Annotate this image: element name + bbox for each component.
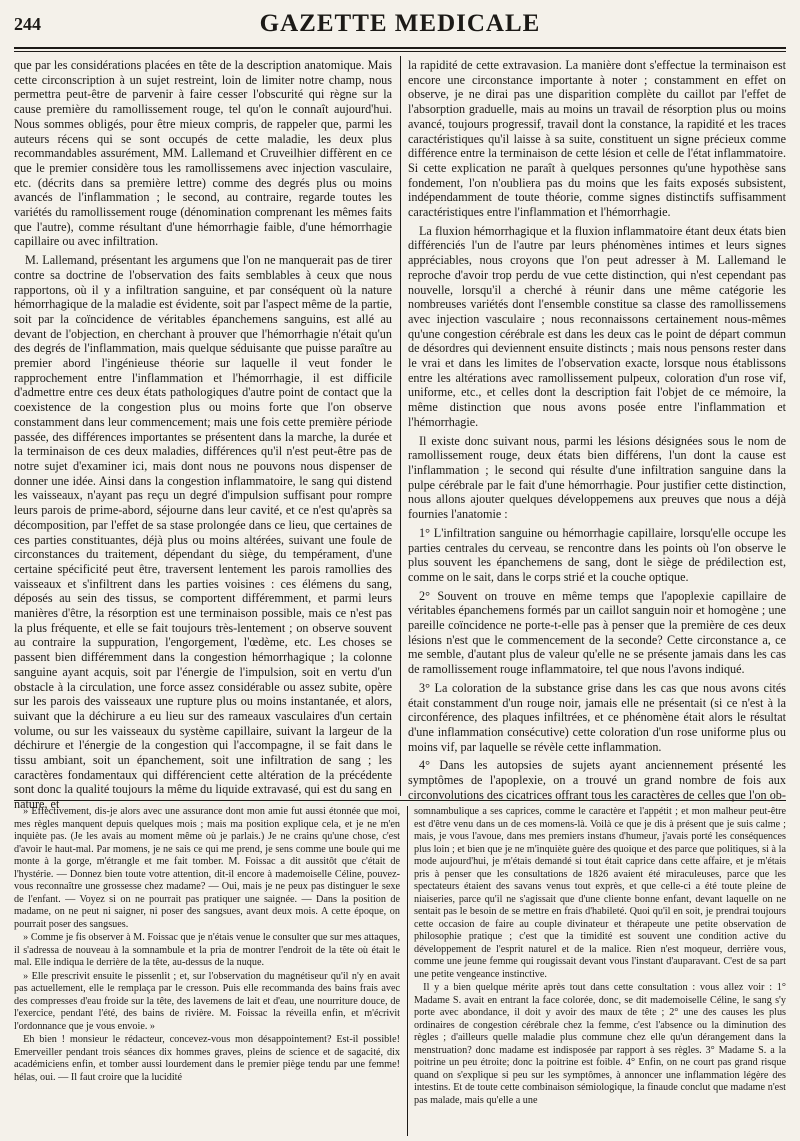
article-paragraph: 1° L'infiltration sanguine ou hémorrhagie capillaire, lorsqu'elle occupe les parties centrales du cerveau, se rencontre dans les points où l'on observe le plus souvent les épanchemens de sang, dont le siège de prédilection est, comme on le sait, dans le corps strié et la couche optique. <box>408 525 786 584</box>
article-paragraph: la rapidité de cette extravasion. La manière dont s'effectue la terminaison est encore une circonstance importante à noter ; constamment en effet on observe, je ne dirai pas une disparition complète du caillot par l'effet de l'absorption graduelle, mais au moins un travail de résorption plus ou moins avancé, toujours progressif, travail dont la constance, la rapidité et les traces caractéristiques qu'il laisse à sa suite, constituent un signe précieux comme différence entre la terminaison de cette lésion et celle de l'état inflammatoire. Si cette explication ne paraît à quelques personnes qu'une hypothèse sans fondement, l'on n'oubliera pas du moins que les faits exposés subsistent, indépendamment de toute théorie, comme signes distinctifs suffisamment caractéristiques entre l'inflammation et l'hémorrhagie. <box>408 58 786 220</box>
header-rule-thin <box>14 51 786 52</box>
feuilleton-paragraph: somnambulique a ses caprices, comme le caractère et l'appétit ; et mon malheur peut-être est d'être venu dans un de ces momens-là. Voilà ce que je dis à présent que je suis calme ; mais, je vous l'avoue, dans mes premiers instans d'humeur, j'avais porté les conséquences plus loin ; et bien que je ne m'inquiète guère des quoique et des parce que politiques, si à la mode aujourd'hui, je m'étais demandé si tout était caprice dans cette affaire, et je m'étais pris à penser que les consultations de 1826 avaient été miraculeuses, parce que les spectateurs étaient des savans venus tout exprès, et que celle-ci a été toute pleine de niaiseries, parce qu'il ne s'agissait que d'une cliente bonne enfant, devant laquelle on ne sentait pas le besoin de se mettre en frais d'habileté. Quoi qu'il en soit, je prendrai toujours cette occasion de faire au couple divinateur et thérapeute une petite observation de philosophie pratique ; c'est que la timidité est souvent une condition active du développement de l'esprit naturel et de la malice. Rien n'est moqueur, derrière vous, comme une jeune femme qui rougissait devant vous l'instant d'auparavant. C'est de sa part une petite vengeance instinctive. <box>414 806 786 980</box>
header-rule <box>14 47 786 49</box>
journal-title: GAZETTE MEDICALE <box>259 10 541 37</box>
article-left-column <box>14 58 392 812</box>
feuilleton-right-column <box>414 806 786 1139</box>
article-paragraph: 2° Souvent on trouve en même temps que l'apoplexie capillaire de véritables épanchemens formés par un caillot sanguin noir et homogène ; une pareille coïncidence ne porte-t-elle pas à penser que la première de ces deux lésions n'est que le commencement de la seconde? Cette circonstance a, ce me semble, d'autant plus de valeur qu'elle ne se présente jamais dans les cas de ramollissement rouge inflammatoire, tel que nous l'avons indiqué. <box>408 588 786 677</box>
feuilleton-paragraph: » Effectivement, dis-je alors avec une assurance dont mon amie fut aussi étonnée que moi, mes règles manquent depuis quelques mois ; mais ma position explique cela, et je ne m'en inquiète pas. (Je les avais au moment même où je parlais.) Je ne crains qu'une chose, c'est d'avoir le haut-mal. Par momens, je ne sais ce qui me prend, je sens comme une boule qui me monte à la gorge, m'étrangle et me fait tomber. M. Foissac a dit aussitôt que c'était de l'hystérie. — Donnez bien toute votre attention, dit-il encore à mademoiselle Céline, pouvez-vous reconnaître une grossesse chez madame? — Oui, mais je ne peux pas distinguer le sexe de l'enfant. — Voyez si on ne pourrait pas pratiquer une saignée. — Dans la position de madame, on ne peut ni saigner, ni poser des sangsues, avant deux mois. A cette époque, on pourrait poser des sangsues. <box>14 806 400 930</box>
article-paragraph: La fluxion hémorrhagique et la fluxion inflammatoire étant deux états bien différenciés l'un de l'autre par leurs phénomènes intimes et leurs signes appréciables, nous croyons que l'on peut adresser à M. Lallemand le reproche d'avoir trop perdu de vue cette distinction, qui n'est cependant pas nouvelle, lorsqu'il a cherché à réunir dans une même catégorie les nombreuses variétés dont l'ensemble constitue sa classe des ramollissemens avec injection vasculaire ; nous reconnaissons certainement nous-mêmes qu'une congestion cérébrale est dans les deux cas le point de départ commun de désordres qui deviennent ensuite distincts ; mais nous pensons rester dans le vrai et dans les limites de l'observation exacte, lorsque nous établissons entre les altérations avec ramollissement pulpeux, coloration d'un rose vif, uniforme, etc., et celles dont la description fait l'objet de ce mémoire, la même distinction que nous avons posée entre l'inflammation et l'hémorrhagie. <box>408 223 786 429</box>
article-paragraph: que par les considérations placées en tête de la description anatomique. Mais cette circonscription à un sujet restreint, loin de limiter notre champ, nous permettra peut-être de parvenir à faire cesser l'obscurité qui règne sur la cause première du ramollissement rouge, tel qu'on le connaît aujourd'hui. Nous sommes obligés, pour être mieux compris, de rappeler que, parmi les auteurs récens qui se sont occupés de cette maladie, les deux plus recommandables assurément, MM. Lallemand et Cruveilhier diffèrent en ce que le premier considère tous les ramollissemens avec injection vasculaire, etc. (décrits dans sa première lettre) comme des degrés plus ou moins avancés de l'inflammation ; le second, au contraire, regarde toutes les variétés du ramollissement rouge (dénomination comprenant les mêmes faits que l'autre), comme résultant d'une hémorrhagie faible, d'une hémorrhagie capillaire ou avec infiltration. <box>14 58 392 249</box>
article-paragraph: 4° Dans les autopsies de sujets ayant anciennement présenté les symptômes de l'apoplexie, on a trouvé un grand nombre de fois aux circonvolutions des cicatrices offrant tous les caractères de celles que l'on ob- <box>408 758 786 802</box>
feuilleton-column-divider <box>407 806 408 1136</box>
article-paragraph: Il existe donc suivant nous, parmi les lésions désignées sous le nom de ramollissement rouge, deux états bien différens, l'un dont la cause est l'inflammation ; le second qui résulte d'une infiltration sanguine dans la pulpe cérébrale par le fait d'une hémorrhagie. Pour justifier cette distinction, nous allons ajouter quelques développemens aux preuves que nous a déjà fournies l'anatomie : <box>408 433 786 522</box>
article-paragraph: 3° La coloration de la substance grise dans les cas que nous avons cités était constamment d'un rouge noir, jamais elle ne présentait (si ce n'est à la circonférence, des plaques infiltrées, et ce phénomène était alors le résultat d'une inflammation consécutive) cette coloration d'un rose uniforme plus ou moins vif, par laquelle se révèle cette inflammation. <box>408 680 786 754</box>
feuilleton-paragraph: » Comme je fis observer à M. Foissac que je n'étais venue le consulter que sur mes attaques, il s'adressa de nouveau à la somnambule et la pria de montrer l'endroit de la tête où était le mal. Elle indiqua le derrière de la tête, au-dessus de la nuque. <box>14 932 400 968</box>
column-divider <box>400 56 401 796</box>
article-paragraph: M. Lallemand, présentant les argumens que l'on ne manquerait pas de tirer contre sa doctrine de l'observation des faits semblables à ceux que nous rapportons, où il y a infiltration sanguine, et par conséquent où la nature hémorrhagique de la maladie est évidente, soit par l'aspect même de la partie, soit par la coïncidence de véritables épanchemens sanguins, est allé au devant de l'objection, en cherchant à prouver que l'hémorrhagie n'était qu'un des degrés de l'inflammation, mais quelque séduisante que puisse paraître au premier abord l'ingénieuse théorie sur laquelle il veut fonder le rapprochement entre l'inflammation et l'hémorrhagie, il est difficile d'admettre entre ces deux états pathologiques d'autre point de contact que la coexistence de la congestion plus ou moins forte que l'on observe constamment dans leur commencement; mais une fois cette première période passée, des différences importantes se présentent dans la marche, la durée et la terminaison de ces deux maladies, différences qu'il n'est peut-être pas de notre sujet d'examiner ici, mais dont nous ne pouvons nous dispenser de donner une idée. Ainsi dans la congestion inflammatoire, le sang qui distend les vaisseaux, n'ayant pas reçu un degré d'impulsion suffisant pour rompre leurs parois de prime-abord, séjourne dans leur cavité, et ce n'est qu'après sa décomposition, par l'effet de sa stase prolongée dans ce lieu, que certaines de ces parties constituantes, déjà plus ou moins altérées, suivant une foule de circonstances du traitement, dépendant du siège, du tempérament, d'une certaine spécificité peut être, traversent lentement les parois ramollies des vaisseaux et s'infiltrent dans les parties voisines : ces élémens du sang, déposés au sein des tissus, se comportent différemment, et parmi leurs manières d'être, la résorption est une terminaison possible, mais ce n'est pas la plus fréquente, et elle se fait toujours très-lentement ; on observe souvent au contraire la suppuration, l'engorgement, l'œdème, etc. Les choses se passent bien différemment dans la congestion hémorrhagique ; la colonne sanguine ayant acquis, soit par l'énergie de l'impulsion, soit en vertu d'un obstacle à la circulation, une force assez considérable ou assez subite, opère sur les parois des vaisseaux une rupture plus ou moins instantanée, et alors, suivant que la déchirure a eu lieu sur des rameaux vasculaires d'un certain volume, ou sur les vaisseaux du système capillaire, suivant la largeur de la déchirure et l'énergie de la congestion qui l'accompagne, il se fait dans le tissu ambiant, soit un épanchement, soit une infiltration de sang ; les caractères fondamentaux qui différencient cette altération de la précédente sont donc la qualité toujours la même du liquide extravasé, qui est du sang en nature, et <box>14 253 392 812</box>
page-header <box>14 10 786 42</box>
article-right-column <box>408 58 786 802</box>
feuilleton-paragraph: Il y a bien quelque mérite après tout dans cette consultation : vous allez voir : 1° Madame S. avait en entrant la face colorée, donc, se dit mademoiselle Céline, le sang s'y porte avec abondance, il doit y avoir des maux de tête ; 2° une des causes les plus ordinaires de congestion cérébrale chez la femme, c'est l'absence ou la diminution des règles ; d'ailleurs quelle maladie plus commune chez elle qu'un dérangement dans la menstruation? donc madame est indisposée par rapport à ses règles. 3° Madame S. a la poitrine un peu étroite; donc la poitrine est foible. 4° Enfin, on ne court pas grand risque quand on s'explique si peu sur les symptômes, à annoncer une inflammation légère des intestins. Et de toute cette combinaison sémiologique, la finaude conclut que madame n'est pas malade, mais qu'elle a une <box>414 982 786 1106</box>
page-number: 244 <box>14 14 41 34</box>
feuilleton-left-column <box>14 806 400 1139</box>
feuilleton-paragraph: Eh bien ! monsieur le rédacteur, concevez-vous mon désappointement? Est-il possible! Emerveiller pendant trois séances dix hommes graves, pleins de science et de sagacité, dix académiciens enfin, et tomber aussi lourdement dans le premier piège tendu par une femme! hélas, oui. — Il faut croire que la lucidité <box>14 1034 400 1083</box>
feuilleton-separator <box>14 800 786 801</box>
feuilleton-paragraph: » Elle prescrivit ensuite le pissenlit ; et, sur l'observation du magnétiseur qu'il n'y en avait pas actuellement, elle le remplaça par le cresson. Puis elle recommanda des bains frais avec des compresses d'eau froide sur la tête, des lavemens de lait et d'eau, une nourriture douce, de l'exercice, pendant l'été, des bains de rivière. M. Foissac la réveilla enfin, et m'écrivit l'ordonnance que je vous envoie. » <box>14 970 400 1032</box>
